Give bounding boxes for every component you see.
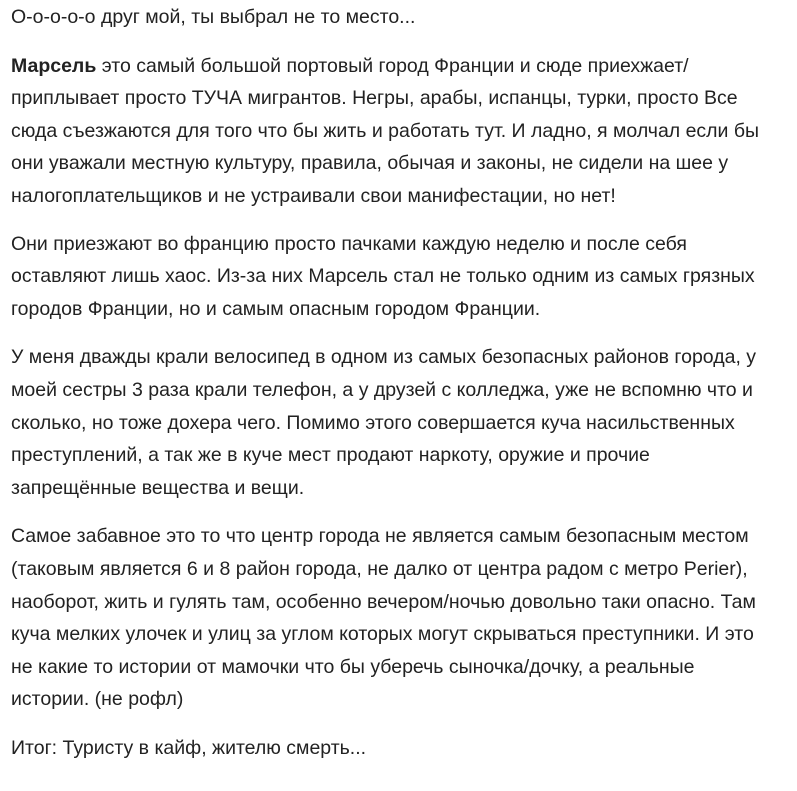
city-name-bold: Марсель: [11, 54, 97, 77]
paragraph-marseille-text: это самый большой портовый город Франции и сюде приехжает/приплывает просто ТУЧА мигрантов. Негры, арабы, испанцы, турки, просто Все сюда съезжаются для того что бы жить и работать тут. И ладно, я молчал если бы они уважали местную культуру, правила, обычая и законы, не сидели на шее у налогоплательщиков и не устраивали свои манифестации, но нет!: [11, 54, 760, 207]
paragraph-thefts: У меня дважды крали велосипед в одном из самых безопасных районов города, у моей сестры 3 раза крали телефон, а у друзей с колледжа, уже не вспомню что и сколько, но тоже дохера чего. Помимо этого совершается куча насильственных преступлений, а так же в куче мест продают наркоту, оружие и прочие запрещённые вещества и вещи.: [11, 346, 757, 499]
paragraph-migrants: Они приезжают во францию просто пачками каждую неделю и после себя оставляют лишь хаос. Из-за них Марсель стал не только одним из самых грязных городов Франции, но и самым опасным городом Франции.: [11, 232, 755, 320]
paragraph-conclusion: Итог: Туристу в кайф, жителю смерть...: [11, 736, 367, 759]
paragraph-marseille: [11, 50, 773, 213]
paragraph-city-center: Самое забавное это то что центр города не является самым безопасным местом (таковым является 6 и 8 район города, не далко от центра радом с метро Perier), наоборот, жить и гулять там, особенно вечером/ночью довольно таки опасно. Там куча мелких улочек и улиц за углом которых могут скрываться преступники. И это не какие то истории от мамочки что бы уберечь сыночка/дочку, а реальные истории. (не рофл): [11, 525, 756, 711]
paragraph-intro: О-о-о-о-о друг мой, ты выбрал не то место...: [11, 6, 416, 28]
